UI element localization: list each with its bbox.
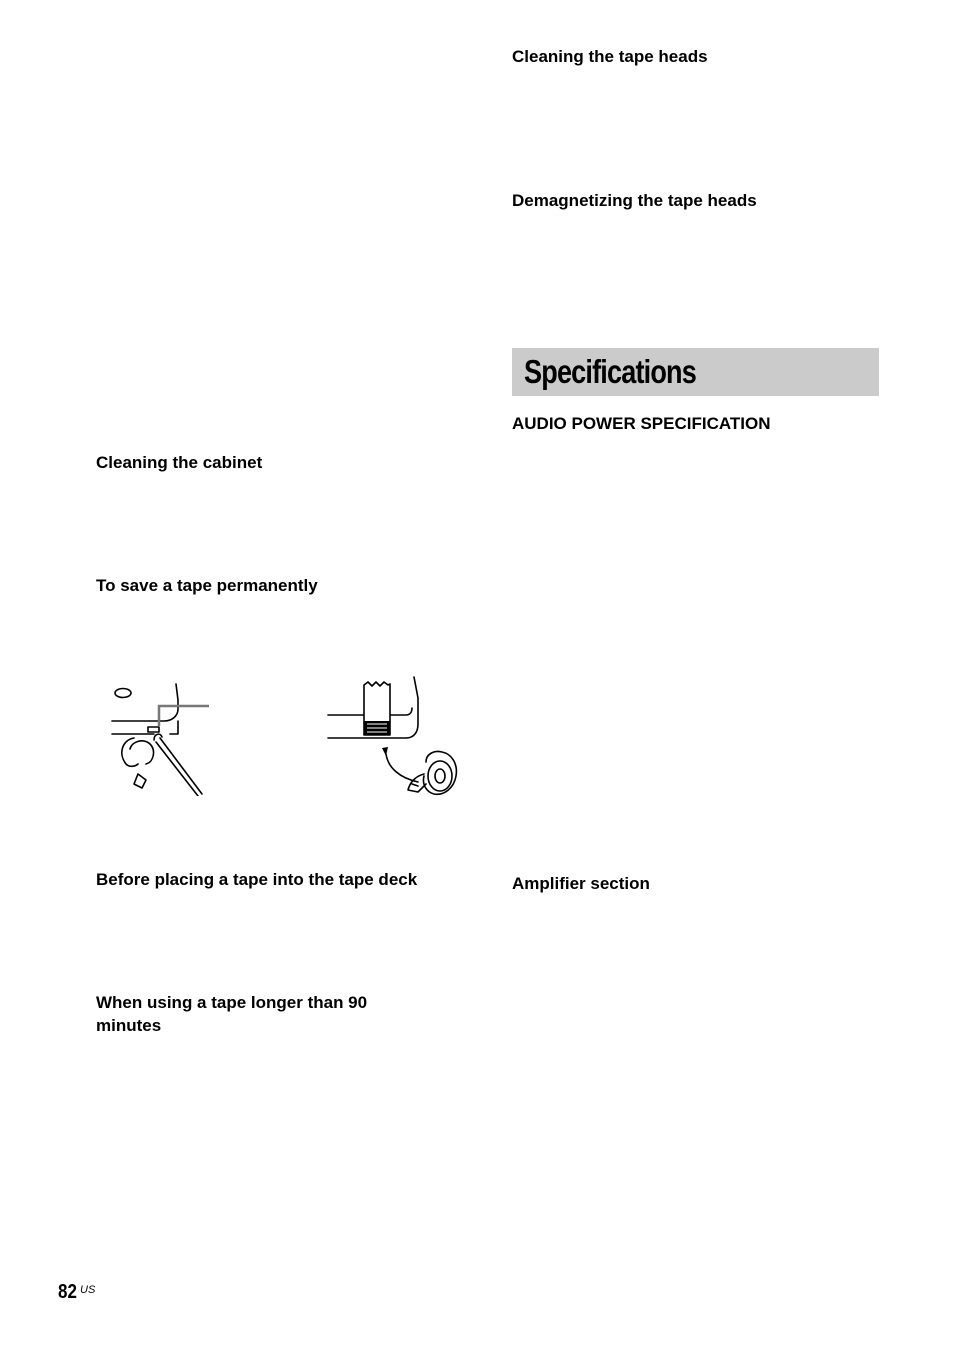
- heading-before-placing: Before placing a tape into the tape deck: [96, 870, 418, 889]
- heading-demagnetizing: Demagnetizing the tape heads: [512, 191, 757, 210]
- heading-amplifier-section: Amplifier section: [512, 874, 650, 893]
- heading-longer-tape: When using a tape longer than 90 minutes: [96, 993, 368, 1035]
- heading-audio-power: AUDIO POWER SPECIFICATION: [512, 414, 771, 433]
- break-tab-illustration: [104, 676, 216, 796]
- heading-save-tape: To save a tape permanently: [96, 576, 318, 595]
- tape-cover-illustration: [326, 674, 460, 804]
- heading-cleaning-tape-heads: Cleaning the tape heads: [512, 47, 708, 66]
- page-number-suffix: US: [80, 1284, 96, 1296]
- heading-cleaning-cabinet: Cleaning the cabinet: [96, 453, 263, 472]
- page-title: Specifications: [524, 353, 696, 390]
- specifications-banner: [512, 348, 879, 396]
- page-number: 82: [58, 1281, 77, 1303]
